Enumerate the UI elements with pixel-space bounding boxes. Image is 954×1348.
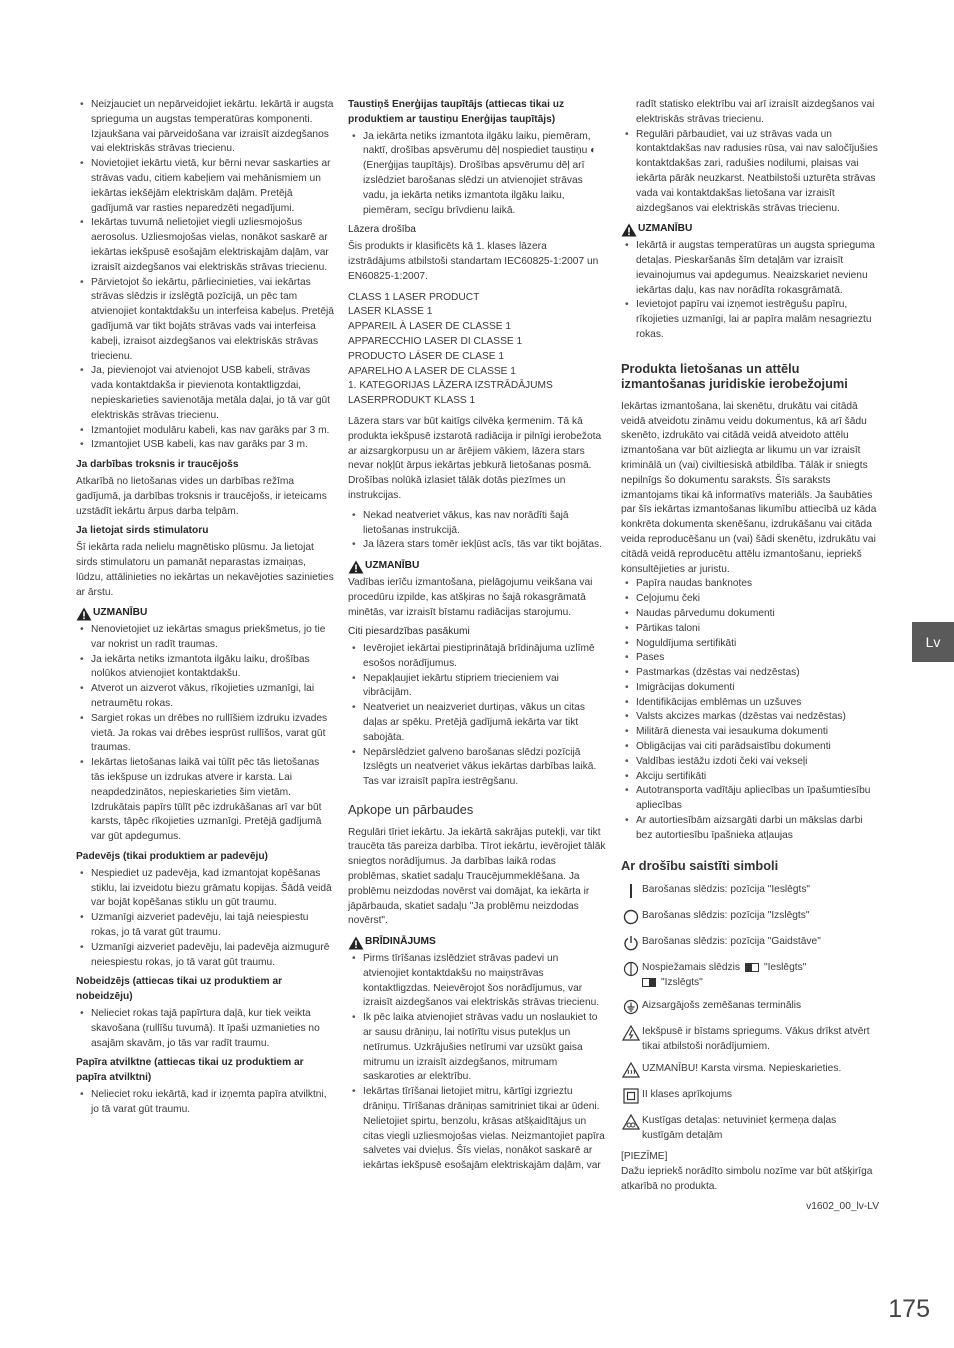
power-on-icon <box>621 881 641 901</box>
version-code: v1602_00_lv-LV <box>806 1201 879 1213</box>
list-item: • Valsts akcizes markas (dzēstas vai nedzēstas) <box>621 710 879 725</box>
symbol-text: Barošanas slēdzis: pozīcija "Ieslēgts" <box>642 884 811 896</box>
laser-class-line: CLASS 1 LASER PRODUCT <box>348 291 480 303</box>
list-item: • Ievietojot papīru vai izņemot iestrēgušu papīru, rīkojieties uzmanīgi, lai ar papīra malām nesagrieztu rokas. <box>621 298 879 342</box>
column-2 <box>348 98 606 1174</box>
list-item: • Ja, pievienojot vai atvienojot USB kabeli, strāvas vada kontaktdakša ir pievienota kontaktligzdai, nepieskarieties savienotāja metāla daļai, jo tā var gūt elektriskās strāvas triecienu. <box>76 364 334 423</box>
section-heading: Ja lietojat sirds stimulatoru <box>76 525 209 537</box>
paragraph: Regulāri tīriet iekārtu. Ja iekārtā sakrājas putekļi, var tikt traucēta tās pareiza darbība. Tīrot iekārtu, ievērojiet tālāk sniegtos norādījumus. Ja darbības laikā rodas problēmas, skatiet sadaļu Traucējummeklēšana. Ja problēmu neizdodas novērst vai domājat, ka iekārta ir jāpārbauda, skatiet sadaļu "Ja problēmu neizdodas novērst". <box>348 826 606 927</box>
bullet-list <box>76 98 334 453</box>
earth-ground-icon <box>621 997 641 1017</box>
bullet-list <box>348 509 606 553</box>
symbol-text-part: "Ieslēgts" <box>763 962 807 974</box>
laser-class-line: APPARECCHIO LASER DI CLASSE 1 <box>348 335 523 347</box>
list-item: • Atverot un aizverot vākus, rīkojieties uzmanīgi, lai netraumētu rokas. <box>76 682 334 712</box>
list-item: • Valdības iestāžu izdoti čeki vai vekseļi <box>621 755 879 770</box>
list-item: • Nenovietojiet uz iekārtas smagus priekšmetus, jo tie var nokrist un radīt traumas. <box>76 623 334 653</box>
standby-icon <box>621 933 641 953</box>
bullet-list <box>76 1007 334 1051</box>
list-item: • Noguldījuma sertifikāti <box>621 637 879 652</box>
caution-label: UZMANĪBU <box>638 223 693 235</box>
symbol-text-part: Nospiežamais slēdzis <box>642 962 740 974</box>
list-item: • Papīra naudas banknotes <box>621 577 879 592</box>
list-item: • Nepakļaujiet iekārtu stipriem triecieniem vai vibrācijām. <box>348 672 606 702</box>
section-heading: Ja darbības troksnis ir traucējošs <box>76 459 239 471</box>
symbol-row <box>621 997 879 1017</box>
warning-triangle-icon <box>348 560 364 574</box>
list-item: • Ceļojumu čeki <box>621 592 879 607</box>
list-item: • Akciju sertifikāti <box>621 770 879 785</box>
symbol-text: Barošanas slēdzis: pozīcija "Izslēgts" <box>642 910 810 922</box>
warning-triangle-icon <box>76 607 92 621</box>
laser-class-line: LASERPRODUKT KLASS 1 <box>348 395 476 407</box>
switch-on-icon <box>745 963 759 972</box>
list-item: • Ik pēc laika atvienojiet strāvas vadu un noslaukiet to ar sausu drāniņu, lai notīrītu visus putekļus un netīrumus. Uzkrājušies netīrumi var uzsūkt gaisa mitrumu un izraisīt aizdegšanos, mitrumam saskaroties ar elektrību. <box>348 1011 606 1085</box>
bullet-list <box>621 239 879 343</box>
list-item: • Autotransporta vadītāju apliecības un īpašumtiesību apliecības <box>621 784 879 814</box>
list-item: • Nekad neatveriet vākus, kas nav norādīti šajā lietošanas instrukcijā. <box>348 509 606 539</box>
section-heading: Padevējs (tikai produktiem ar padevēju) <box>76 851 268 863</box>
list-item: • Pastmarkas (dzēstas vai nedzēstas) <box>621 666 879 681</box>
caution-label: UZMANĪBU <box>365 560 420 572</box>
section-heading: Citi piesardzības pasākumi <box>348 626 470 638</box>
power-off-icon <box>621 907 641 927</box>
list-item: • Nelieciet roku iekārtā, kad ir izņemta papīra atvilktni, jo tā varat gūt traumu. <box>76 1088 334 1118</box>
warning-triangle-icon <box>621 223 637 237</box>
paragraph: Šis produkts ir klasificēts kā 1. klases lāzera izstrādājums atbilstoši standartam IEC60825-1:2007 un EN60825-1:2007. <box>348 241 599 282</box>
symbol-row <box>621 933 879 953</box>
symbol-text: Kustīgas detaļas: netuviniet ķermeņa daļas kustīgām detaļām <box>642 1115 837 1142</box>
section-title: Apkope un pārbaudes <box>348 802 474 818</box>
language-tab: Lv <box>912 622 954 662</box>
list-item: • Nespiediet uz padevēja, kad izmantojat kopēšanas stiklu, lai izveidotu biezu grāmatu kopijas. Šādā veidā var bojāt kopēšanas stiklu un gūt traumu. <box>76 867 334 911</box>
list-item: • Iekārtas tīrīšanai lietojiet mitru, kārtīgi izgrieztu drāniņu. Tīrīšanas drāniņas samitriniet tikai ar ūdeni. Nelietojiet spirtu, benzolu, krāsas atšķaidītājus un citas viegli uzliesmojošas vielas. Neizmantojiet papīra salvetes vai dvieļus. Šīs vielas, nonākot saskarē ar iekārtas iekšpusē esošajām elektriskajām daļām, var <box>348 1085 606 1174</box>
paragraph: radīt statisko elektrību vai arī izraisīt aizdegšanos vai elektriskās strāvas triecienu. <box>636 99 875 125</box>
list-item: • Izmantojiet modulāru kabeli, kas nav garāks par 3 m. <box>76 424 334 439</box>
list-item: • Obligācijas vai citi parādsaistību dokumenti <box>621 740 879 755</box>
list-item: • Identifikācijas emblēmas un uzšuves <box>621 696 879 711</box>
paragraph: Iekārtas izmantošana, lai skenētu, drukātu vai citādā veidā atveidotu zināmu veidu dokumentus, kā arī šādu skenēto, izdrukāto vai citādā veidā atveidoto attēlu izmantošana var būt aizliegta ar likumu un var izraisīt kriminālā un (vai) civiltiesiskā atbildība. Tālāk ir sniegts nepilnīgs šo dokumentu saraksts. Šīs saraksts izmantojams tikai kā informatīvs materiāls. Ja šaubāties par šīs iekārtas izmantošanas likumību attiecībā uz kāda konkrēta dokumenta skenēšanu, izdrukāšanu vai citāda veida reproducēšanu un (vai) šādi skenētu, izdrukātu vai citādā veidā reproducētu attēlu izmantošanu, iepriekš konsultējieties ar juristu. <box>621 400 877 575</box>
symbol-row <box>621 1023 879 1055</box>
list-item: • Sargiet rokas un drēbes no rullīšiem izdruku izvades vietā. Ja rokas vai drēbes iesprūst rullīšos, varat gūt traumas. <box>76 712 334 756</box>
section-heading: Nobeidzējs (attiecas tikai uz produktiem ar nobeidzēju) <box>76 976 283 1003</box>
list-item: • Militārā dienesta vai iesaukuma dokumenti <box>621 725 879 740</box>
note-heading: [PIEZĪME] <box>621 1150 668 1162</box>
class-ii-icon <box>621 1086 641 1106</box>
list-item: • Pases <box>621 651 879 666</box>
laser-class-line: PRODUCTO LÁSER DE CLASE 1 <box>348 350 505 362</box>
laser-class-line: LASER KLASSE 1 <box>348 306 433 318</box>
section-title: Produkta lietošanas un attēlu izmantošanas juridiskie ierobežojumi <box>621 360 848 392</box>
list-item: • Naudas pārvedumu dokumenti <box>621 607 879 622</box>
bullet-list <box>348 952 606 1174</box>
symbol-text <box>642 959 806 991</box>
section-heading: Taustiņš Enerģijas taupītājs (attiecas tikai uz produktiem ar taustiņu Enerģijas taupītājs) <box>348 99 565 125</box>
section-title: Ar drošību saistīti simboli <box>621 857 779 873</box>
warning-triangle-icon <box>348 936 364 950</box>
list-item: • Iekārtas tuvumā nelietojiet viegli uzliesmojošus aerosolus. Uzliesmojošas vielas, nonākot saskarē ar iekārtas iekšpusē esošajām elektriskajām daļām, var izraisīt aizdegšanos vai elektriskās strāvas triecienu. <box>76 216 334 275</box>
list-item: • Imigrācijas dokumenti <box>621 681 879 696</box>
laser-class-block <box>348 291 606 409</box>
switch-off-icon <box>642 978 656 987</box>
list-item: • Ievērojiet iekārtai piestiprinātajā brīdinājuma uzlīmē esošos norādījumus. <box>348 642 606 672</box>
column-3 <box>621 98 879 1215</box>
symbol-row <box>621 1086 879 1106</box>
symbol-row <box>621 959 879 991</box>
caution-label: UZMANĪBU <box>93 607 148 619</box>
symbol-text: Aizsargājošs zemēšanas terminālis <box>642 999 802 1011</box>
bullet-list <box>348 130 606 219</box>
list-item: • Iekārtā ir augstas temperatūras un augsta sprieguma detaļas. Pieskaršanās šīm detaļām var izraisīt ievainojumus vai apdegumus. Neaizskariet nevienu iekārtas daļu, kas nav norādīta rokasgrāmatā. <box>621 239 879 298</box>
list-item: • Pirms tīrīšanas izslēdziet strāvas padevi un atvienojiet kontaktdakšu no maiņstrāvas kontaktligzdas. Neievērojot šos norādījumus, var izraisīt aizdegšanos vai elektriskās strāvas triecienu. <box>348 952 606 1011</box>
list-item: • Uzmanīgi aizveriet padevēju, lai tajā neiespiestu rokas, jo tā varat gūt traumu. <box>76 911 334 941</box>
list-item: • Ar autortiesībām aizsargāti darbi un mākslas darbi bez autortiesību īpašnieka atļaujas <box>621 814 879 844</box>
warning-label: BRĪDINĀJUMS <box>365 936 436 948</box>
bullet-list <box>621 128 879 217</box>
section-heading: Papīra atvilktne (attiecas tikai uz produktiem ar papīra atvilktni) <box>76 1057 304 1084</box>
caution-heading <box>76 606 334 621</box>
list-item: • Nepārslēdziet galveno barošanas slēdzi pozīcijā Izslēgts un neatveriet vākus iekārtas darbības laikā. Tas var izraisīt papīra iestrēgšanu. <box>348 746 606 790</box>
bullet-list <box>76 867 334 971</box>
list-item: • Neizjauciet un nepārveidojiet iekārtu. Iekārtā ir augsta sprieguma un augstas temperatūras komponenti. Izjaukšana vai pārveidošana var izraisīt aizdegšanos vai elektriskās strāvas triecienu. <box>76 98 334 157</box>
list-item: • Ja lāzera stars tomēr iekļūst acīs, tās var tikt bojātas. <box>348 538 606 553</box>
note-text: Dažu iepriekš norādīto simbolu nozīme var būt atšķirīga atkarībā no produkta. <box>621 1165 873 1192</box>
symbol-row <box>621 907 879 927</box>
section-heading: Lāzera drošība <box>348 224 416 236</box>
symbol-row <box>621 1112 879 1144</box>
symbol-text: Barošanas slēdzis: pozīcija "Gaidstāve" <box>642 936 821 948</box>
paragraph: Lāzera stars var būt kaitīgs cilvēka ķermenim. Tā kā produkta iekšpusē izstarotā radiācija ir pilnīgi ierobežota ar aizsargkorpusu un ar ārējiem vākiem, lāzera stars nevar noķļūt ārpus iekārtas jebkurā lietošanas posmā. Drošības nolūkā izlasiet tālāk dotās piezīmes un instrukcijas. <box>348 415 602 501</box>
list-item: • Uzmanīgi aizveriet padevēju, lai padevēja aizmugurē neiespiestu rokas, jo tā varat gūt traumu. <box>76 941 334 971</box>
bullet-list <box>76 623 334 845</box>
symbol-row <box>621 881 879 901</box>
symbol-text: Iekšpusē ir bīstams spriegums. Vākus drīkst atvērt tikai atbilstoši norādījumiem. <box>642 1025 870 1052</box>
bullet-list <box>621 577 879 843</box>
list-item: • Ja iekārta netiks izmantota ilgāku laiku, drošības nolūkos atvienojiet kontaktdakšu. <box>76 653 334 683</box>
list-item: • Iekārtas lietošanas laikā vai tūlīt pēc tās lietošanas tās iekšpuse un izdrukas atvere ir karsta. Lai neapdedzinātos, nepieskarieties šim vietām. Izdrukātais papīrs tūlīt pēc izdrukāšanas arī var būt karsts, tāpēc rīkojieties uzmanīgi. Pretējā gadījumā var gūt apdegumus. <box>76 756 334 845</box>
caution-heading <box>348 559 606 574</box>
caution-heading <box>621 222 879 237</box>
symbol-text: II klases aprīkojums <box>642 1089 733 1101</box>
page-number: 175 <box>888 1295 930 1323</box>
bullet-list <box>76 1088 334 1118</box>
paragraph: Vadības ierīču izmantošana, pielāgojumu veikšana vai procedūru izpilde, kas atšķiras no šajā rokasgrāmatā minētās, var izraisīt bīstamu radiācijas starojumu. <box>348 576 593 618</box>
warning-heading <box>348 935 606 950</box>
symbol-row <box>621 1060 879 1080</box>
list-item: • Ja iekārta netiks izmantota ilgāku laiku, piemēram, naktī, drošības apsvērumu dēļ nospiediet taustiņu ◐ (Enerģijas taupītājs). Drošības apsvērumu dēļ arī izslēdziet barošanas slēdzi un atvienojiet strāvas vadu, ja iekārta netiks izmantota ilgāku laiku, piemēram, secīgu brīvdienu laikā. <box>348 130 606 219</box>
paragraph: Atkarībā no lietošanas vides un darbības režīma gadījumā, ja darbības troksnis ir traucējošs, ir ieteicams uzstādīt iekārtu ārpus darba telpām. <box>76 475 327 517</box>
list-item: • Novietojiet iekārtu vietā, kur bērni nevar saskarties ar strāvas vadu, citiem kabeļiem vai mehānismiem un iekārtas iekšējām elektriskām daļām. Pretējā gadījumā var rasties neparedzēti negadījumi. <box>76 157 334 216</box>
list-item: • Neatveriet un neaizveriet durtiņas, vākus un citas daļas ar spēku. Pretējā gadījumā iekārta var tikt sabojāta. <box>348 701 606 745</box>
moving-parts-icon <box>621 1112 641 1132</box>
column-1 <box>76 98 334 1118</box>
list-item: • Regulāri pārbaudiet, vai uz strāvas vada un kontaktdakšas nav radusies rūsa, vai nav saločījušies kontaktdakšas zari, radušies nodilumi, plaisas vai iekārta pārāk neuzkarst. Neatbilstoši uzturēta strāvas vada vai kontaktdakšas lietošana var izraisīt aizdegšanos vai elektriskās strāvas triecienu. <box>621 128 879 217</box>
laser-class-line: 1. KATEGORIJAS LĀZERA IZSTRĀDĀJUMS <box>348 380 553 392</box>
symbol-text-part: "Izslēgts" <box>661 976 703 988</box>
laser-class-line: APARELHO A LASER DE CLASSE 1 <box>348 365 516 377</box>
symbol-text: UZMANĪBU! Karsta virsma. Nepieskarieties. <box>642 1063 842 1075</box>
list-item: • Pārvietojot šo iekārtu, pārliecinieties, vai iekārtas strāvas slēdzis ir izslēgtā pozīcijā, un pēc tam atvienojiet kontaktdakšu un interfeisa kabeļus. Pretējā gadījumā var tikt bojāts strāvas vads vai interfeisa kabeļi, izraisot aizdegšanos vai elektriskās strāvas triecienu. <box>76 276 334 365</box>
hot-surface-icon <box>621 1060 641 1080</box>
list-item: • Pārtikas taloni <box>621 622 879 637</box>
bullet-list <box>348 642 606 790</box>
high-voltage-icon <box>621 1023 641 1043</box>
list-item: • Izmantojiet USB kabeli, kas nav garāks par 3 m. <box>76 438 334 453</box>
laser-class-line: APPAREIL À LASER DE CLASSE 1 <box>348 321 512 333</box>
push-switch-icon <box>621 959 641 979</box>
paragraph: Šī iekārta rada nelielu magnētisko plūsmu. Ja lietojat sirds stimulatoru un pamanāt neparastas izmaiņas, lūdzu, attālinieties no iekārtas un nekavējoties sazinieties ar ārstu. <box>76 542 334 598</box>
list-item: • Nelieciet rokas tajā papīrtura daļā, kur tiek veikta skavošana (rullīšu tuvumā). It īpaši uzmanieties no asajām skavām, jo tās var radīt traumu. <box>76 1007 334 1051</box>
